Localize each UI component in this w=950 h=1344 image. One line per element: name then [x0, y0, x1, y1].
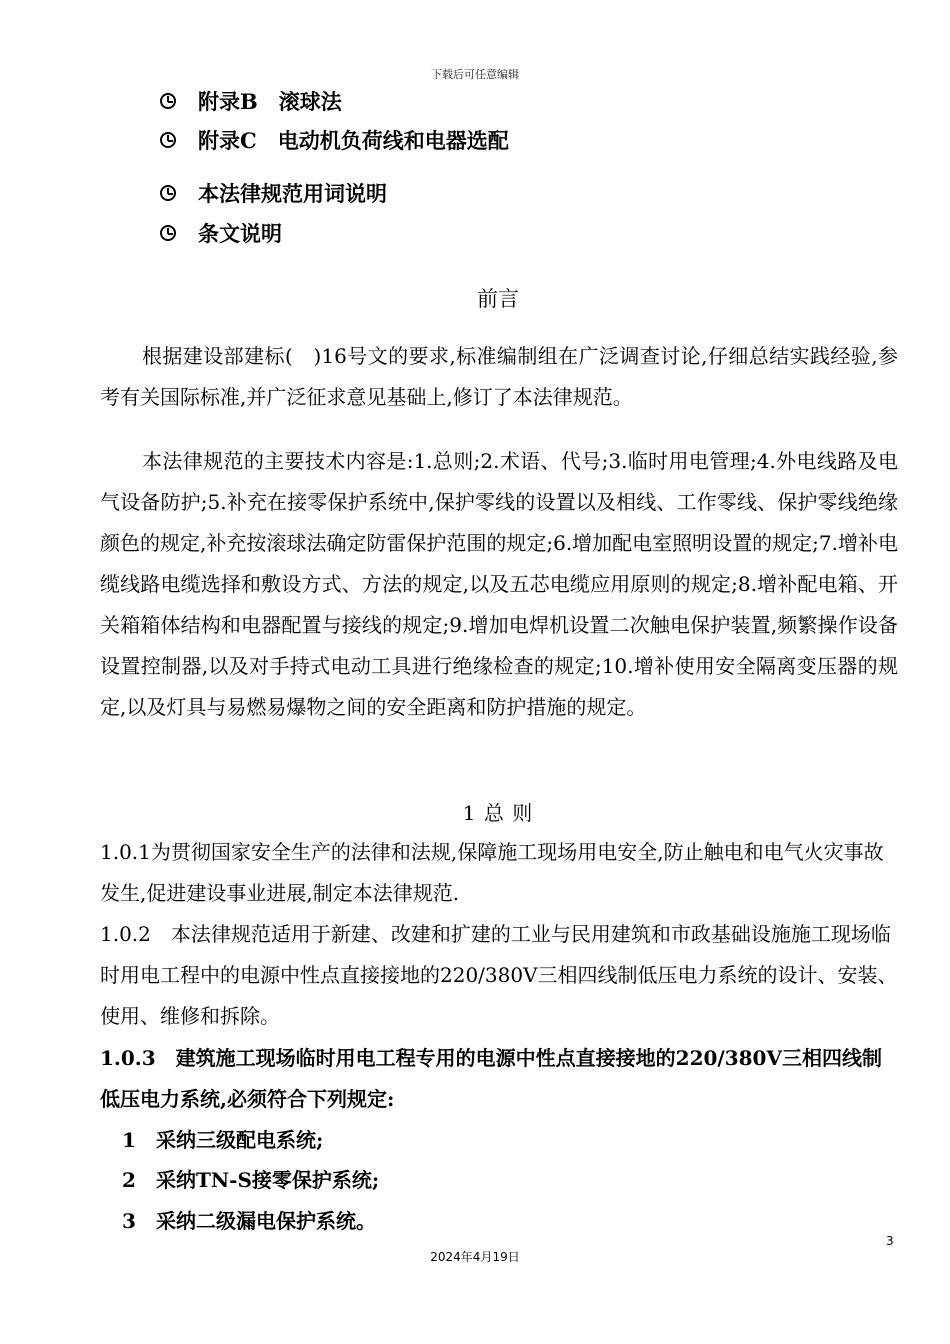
- chapter-title: 1 总 则: [462, 801, 534, 825]
- list-item-number: 1: [122, 1128, 136, 1152]
- list-item: [122, 1124, 323, 1153]
- clock-bullet-icon: [160, 225, 176, 241]
- preface-paragraph: 根据建设部建标( )16号文的要求,标准编制组在广泛调查讨论,仔细总结实践经验,参考有关国际标准,并广泛征求意见基础上,修订了本法律规范。: [100, 344, 898, 409]
- clause-1-0-3: 1.0.3 建筑施工现场临时用电工程专用的电源中性点直接接地的220/380V三相四线制低压电力系统,必须符合下列规定:: [100, 1046, 882, 1111]
- preface-title: 前言: [477, 287, 519, 311]
- toc-item-label: 附录B 滚球法: [198, 89, 342, 114]
- list-item-text: 采纳三级配电系统;: [156, 1128, 324, 1152]
- toc-item-label: 附录C 电动机负荷线和电器选配: [198, 128, 509, 153]
- clock-bullet-icon: [160, 185, 176, 201]
- clock-bullet-icon: [160, 93, 176, 109]
- toc-item-terms[interactable]: [160, 178, 387, 208]
- list-item-number: 3: [122, 1209, 136, 1233]
- toc-item-appendix-b[interactable]: [160, 86, 342, 116]
- toc-item-label: 本法律规范用词说明: [198, 181, 387, 206]
- toc-item-explanation[interactable]: [160, 218, 282, 248]
- list-item-text: 采纳二级漏电保护系统。: [156, 1209, 376, 1233]
- preface-paragraph: 本法律规范的主要技术内容是:1.总则;2.术语、代号;3.临时用电管理;4.外电线路及电气设备防护;5.补充在接零保护系统中,保护零线的设置以及相线、工作零线、保护零线绝缘颜色的规定,补充按滚球法确定防雷保护范围的规定;6.增加配电室照明设置的规定;7.增补电缆线路电缆选择和敷设方式、方法的规定,以及五芯电缆应用原则的规定;8.增补配电箱、开关箱箱体结构和电器配置与接线的规定;9.增加电焊机设置二次触电保护装置,频繁操作设备设置控制器,以及对手持式电动工具进行绝缘检查的规定;10.增补使用安全隔离变压器的规定,以及灯具与易燃易爆物之间的安全距离和防护措施的规定。: [100, 449, 898, 719]
- toc-item-label: 条文说明: [198, 221, 282, 246]
- clause-1-0-1: 1.0.1为贯彻国家安全生产的法律和法规,保障施工现场用电安全,防止触电和电气火灾事故发生,促进建设事业进展,制定本法律规范.: [100, 840, 884, 905]
- list-item: [122, 1205, 376, 1234]
- list-item-number: 2: [122, 1168, 136, 1192]
- clause-1-0-2: 1.0.2 本法律规范适用于新建、改建和扩建的工业与民用建筑和市政基础设施施工现场临时用电工程中的电源中性点直接接地的220/380V三相四线制低压电力系统的设计、安装、使用、维修和拆除。: [100, 922, 898, 1028]
- clock-bullet-icon: [160, 132, 176, 148]
- toc-item-appendix-c[interactable]: [160, 125, 509, 155]
- list-item-text: 采纳TN-S接零保护系统;: [156, 1168, 380, 1192]
- page-number: 3: [886, 1234, 894, 1248]
- list-item: [122, 1164, 379, 1193]
- page-header: 下载后可任意编辑: [431, 68, 519, 81]
- page-footer-date: 2024年4月19日: [430, 1250, 520, 1264]
